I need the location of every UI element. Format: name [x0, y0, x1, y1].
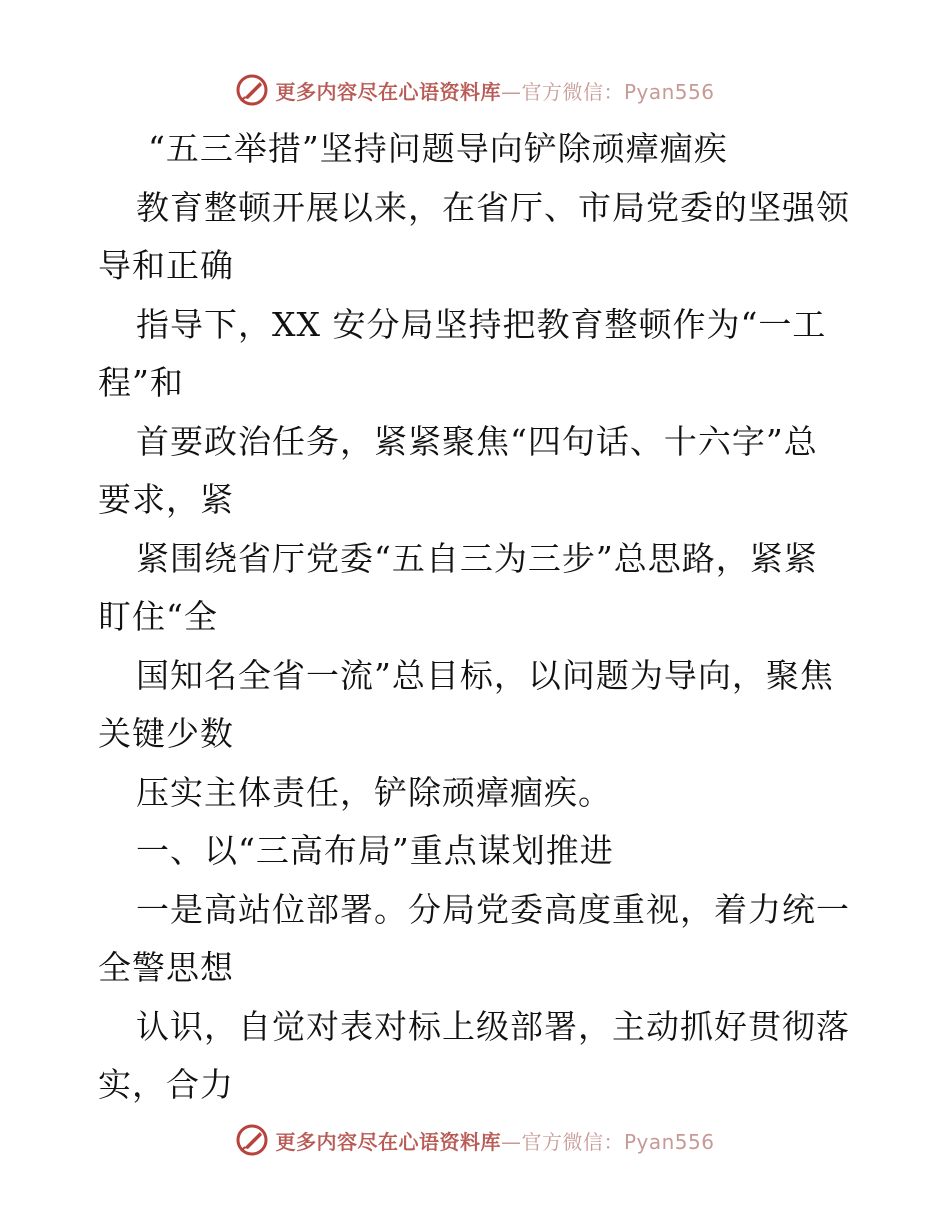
document-body: [98, 120, 858, 1115]
text-line: 教育整顿开展以来，在省厅、市局党委的坚强领: [136, 187, 850, 227]
text-line: 关键少数: [98, 714, 234, 753]
text-line: 实，合力: [98, 1065, 234, 1104]
footer-banner: [0, 1120, 950, 1160]
text-line: 国知名全省一流”总目标，以问题为导向，聚焦: [136, 655, 834, 695]
text-line: 导和正确: [98, 246, 234, 285]
header-banner: [0, 70, 950, 110]
text-line: 盯住“全: [98, 597, 218, 636]
quill-logo-icon: [235, 73, 269, 107]
banner-text-bold: 更多内容尽在心语资料库: [275, 79, 501, 104]
text-line: 程”和: [98, 363, 184, 402]
text-line: 首要政治任务，紧紧聚焦“四句话、十六字”总: [136, 421, 818, 461]
banner-text-rest: —官方微信：Pyan556: [500, 79, 715, 104]
doc-title: “五三举措”坚持问题导向铲除顽瘴痼疾: [148, 129, 728, 168]
text-line: 指导下，XX 安分局坚持把教育整顿作为“一工: [136, 304, 827, 344]
text-line: 全警思想: [98, 948, 234, 987]
banner-text: [275, 1126, 714, 1155]
text-line: 紧围绕省厅党委“五自三为三步”总思路，紧紧: [136, 538, 818, 578]
banner-text-bold: 更多内容尽在心语资料库: [275, 1129, 501, 1154]
banner-text: [275, 76, 714, 105]
text-line: 认识，自觉对表对标上级部署，主动抓好贯彻落: [136, 1006, 850, 1046]
text-line: 一是高站位部署。分局党委高度重视，着力统一: [136, 889, 850, 929]
banner-text-rest: —官方微信：Pyan556: [500, 1129, 715, 1154]
quill-logo-icon: [235, 1123, 269, 1157]
text-line: 压实主体责任，铲除顽瘴痼疾。: [136, 772, 612, 812]
section-heading: 一、以“三高布局”重点谋划推进: [136, 831, 614, 870]
text-line: 要求，紧: [98, 480, 234, 519]
